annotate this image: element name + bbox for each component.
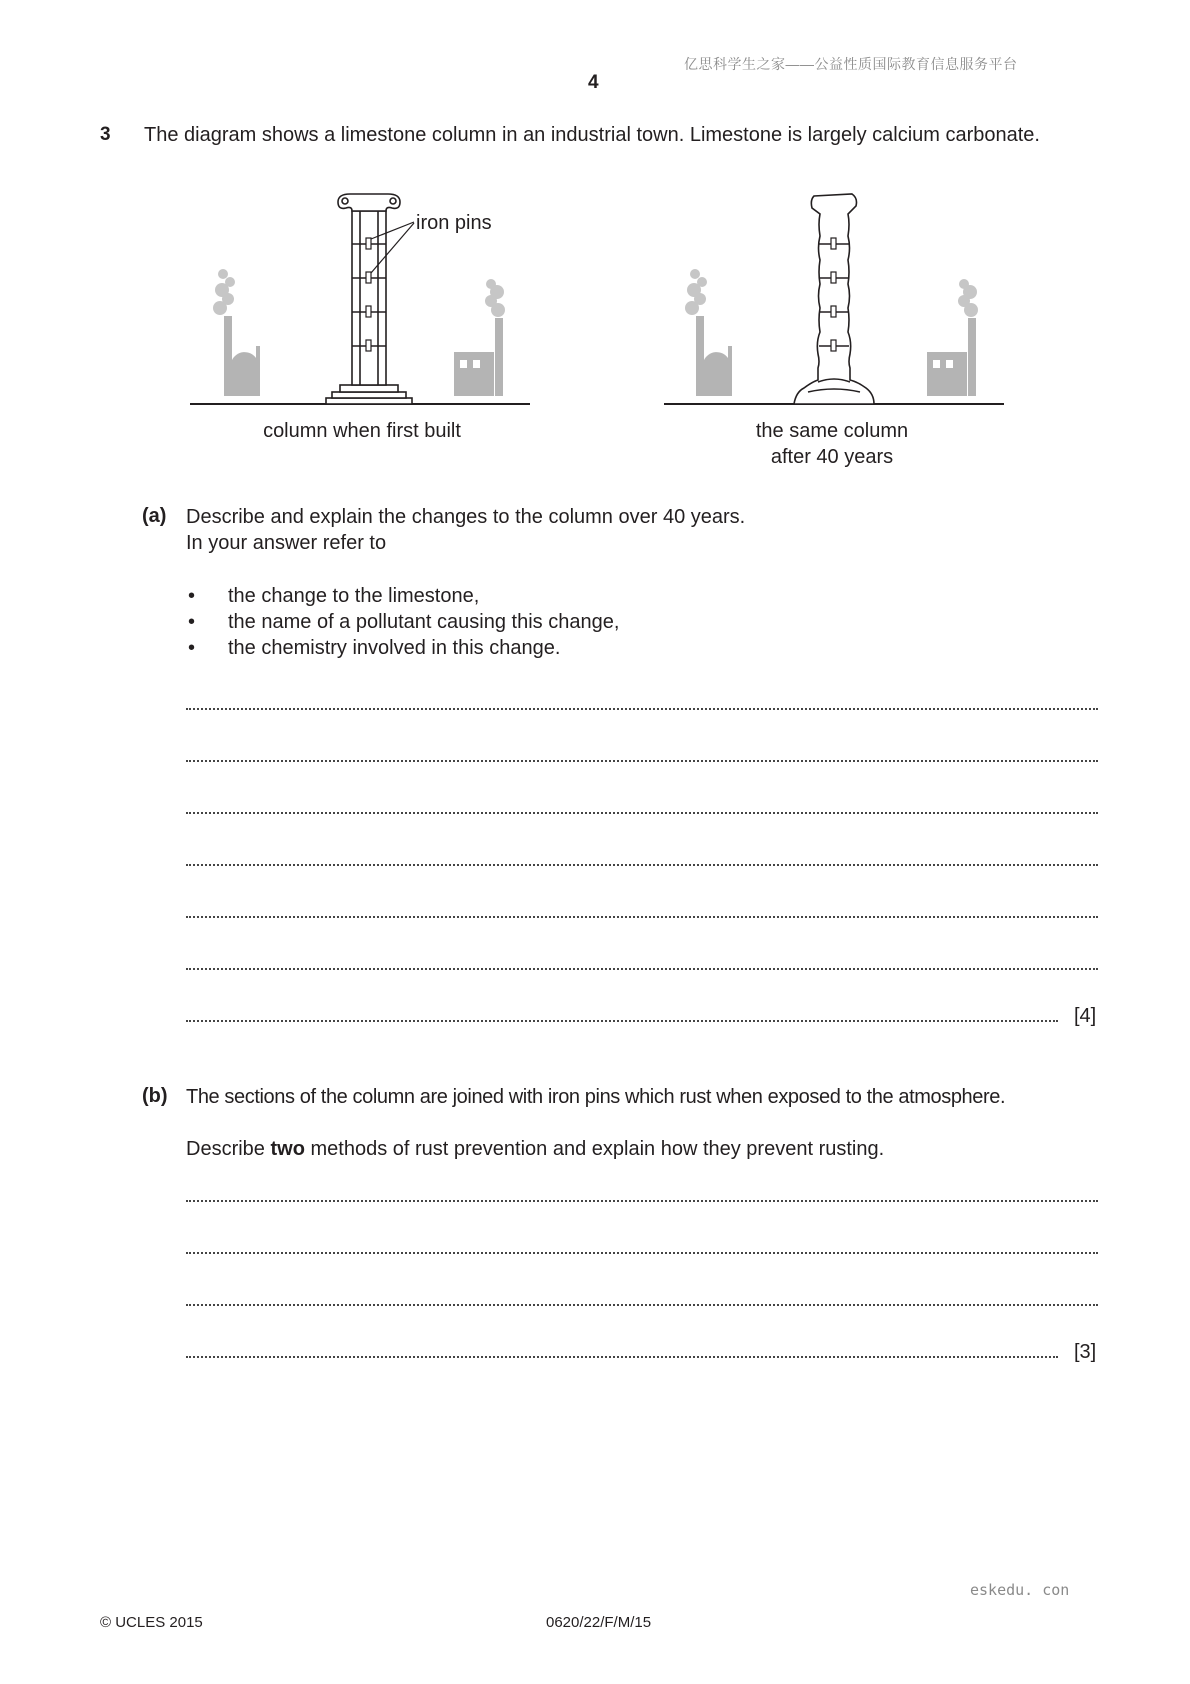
part-a-label: (a) — [142, 505, 167, 527]
question-intro: The diagram shows a limestone column in an industrial town. Limestone is largely calcium carbonate. — [144, 124, 1040, 146]
limestone-column-diagram — [190, 192, 1010, 412]
answer-line-a2[interactable] — [186, 754, 1098, 762]
answer-line-a1[interactable] — [186, 702, 1098, 710]
answer-line-a6[interactable] — [186, 962, 1098, 970]
part-a-marks: [4] — [1074, 1005, 1097, 1027]
column-new — [326, 194, 412, 404]
header-watermark: 亿思科学生之家——公益性质国际教育信息服务平台 — [684, 56, 1018, 72]
factory-left-1 — [224, 316, 260, 396]
bullet-item: • the name of a pollutant causing this change, — [180, 609, 619, 635]
caption-right-line2: after 40 years — [770, 446, 894, 468]
part-b-emphasis: two — [270, 1138, 305, 1160]
part-b-line2-post: methods of rust prevention and explain how they prevent rusting. — [304, 1138, 885, 1160]
left-scene — [190, 194, 530, 404]
factory-right-1 — [454, 318, 503, 396]
column-eroded — [794, 194, 874, 404]
footer-site-watermark: eskedu. con — [970, 1581, 1070, 1599]
part-b-line2 — [186, 1136, 884, 1162]
answer-line-b4[interactable] — [186, 1350, 1058, 1358]
question-number: 3 — [100, 124, 111, 145]
answer-line-a4[interactable] — [186, 858, 1098, 866]
answer-line-a5[interactable] — [186, 910, 1098, 918]
part-a-line2: In your answer refer to — [186, 532, 387, 554]
footer-copyright: © UCLES 2015 — [100, 1614, 203, 1631]
caption-left: column when first built — [263, 420, 461, 442]
smoke-left-2 — [685, 269, 707, 315]
factory-left-2 — [696, 316, 732, 396]
part-a-bullet-list — [180, 583, 619, 661]
part-b-marks: [3] — [1074, 1341, 1097, 1363]
footer-paper-code: 0620/22/F/M/15 — [546, 1614, 652, 1631]
part-b-line2-pre: Describe — [186, 1138, 271, 1160]
smoke-left-1 — [213, 269, 235, 315]
answer-line-a3[interactable] — [186, 806, 1098, 814]
bullet-item: • the change to the limestone, — [180, 583, 619, 609]
factory-right-2 — [927, 318, 976, 396]
page-number: 4 — [588, 72, 599, 93]
answer-line-b1[interactable] — [186, 1194, 1098, 1202]
answer-line-a7[interactable] — [186, 1014, 1058, 1022]
part-a-line1: Describe and explain the changes to the column over 40 years. — [186, 506, 746, 528]
answer-line-b2[interactable] — [186, 1246, 1098, 1254]
iron-pins-label: iron pins — [416, 212, 492, 234]
right-scene — [664, 194, 1004, 404]
smoke-right-1 — [485, 279, 505, 317]
smoke-right-2 — [958, 279, 978, 317]
answer-line-b3[interactable] — [186, 1298, 1098, 1306]
bullet-item: • the chemistry involved in this change. — [180, 635, 619, 661]
caption-right-line1: the same column — [755, 420, 909, 442]
part-b-label: (b) — [142, 1085, 168, 1107]
part-b-line1: The sections of the column are joined with iron pins which rust when exposed to the atmosphere. — [186, 1086, 1006, 1108]
